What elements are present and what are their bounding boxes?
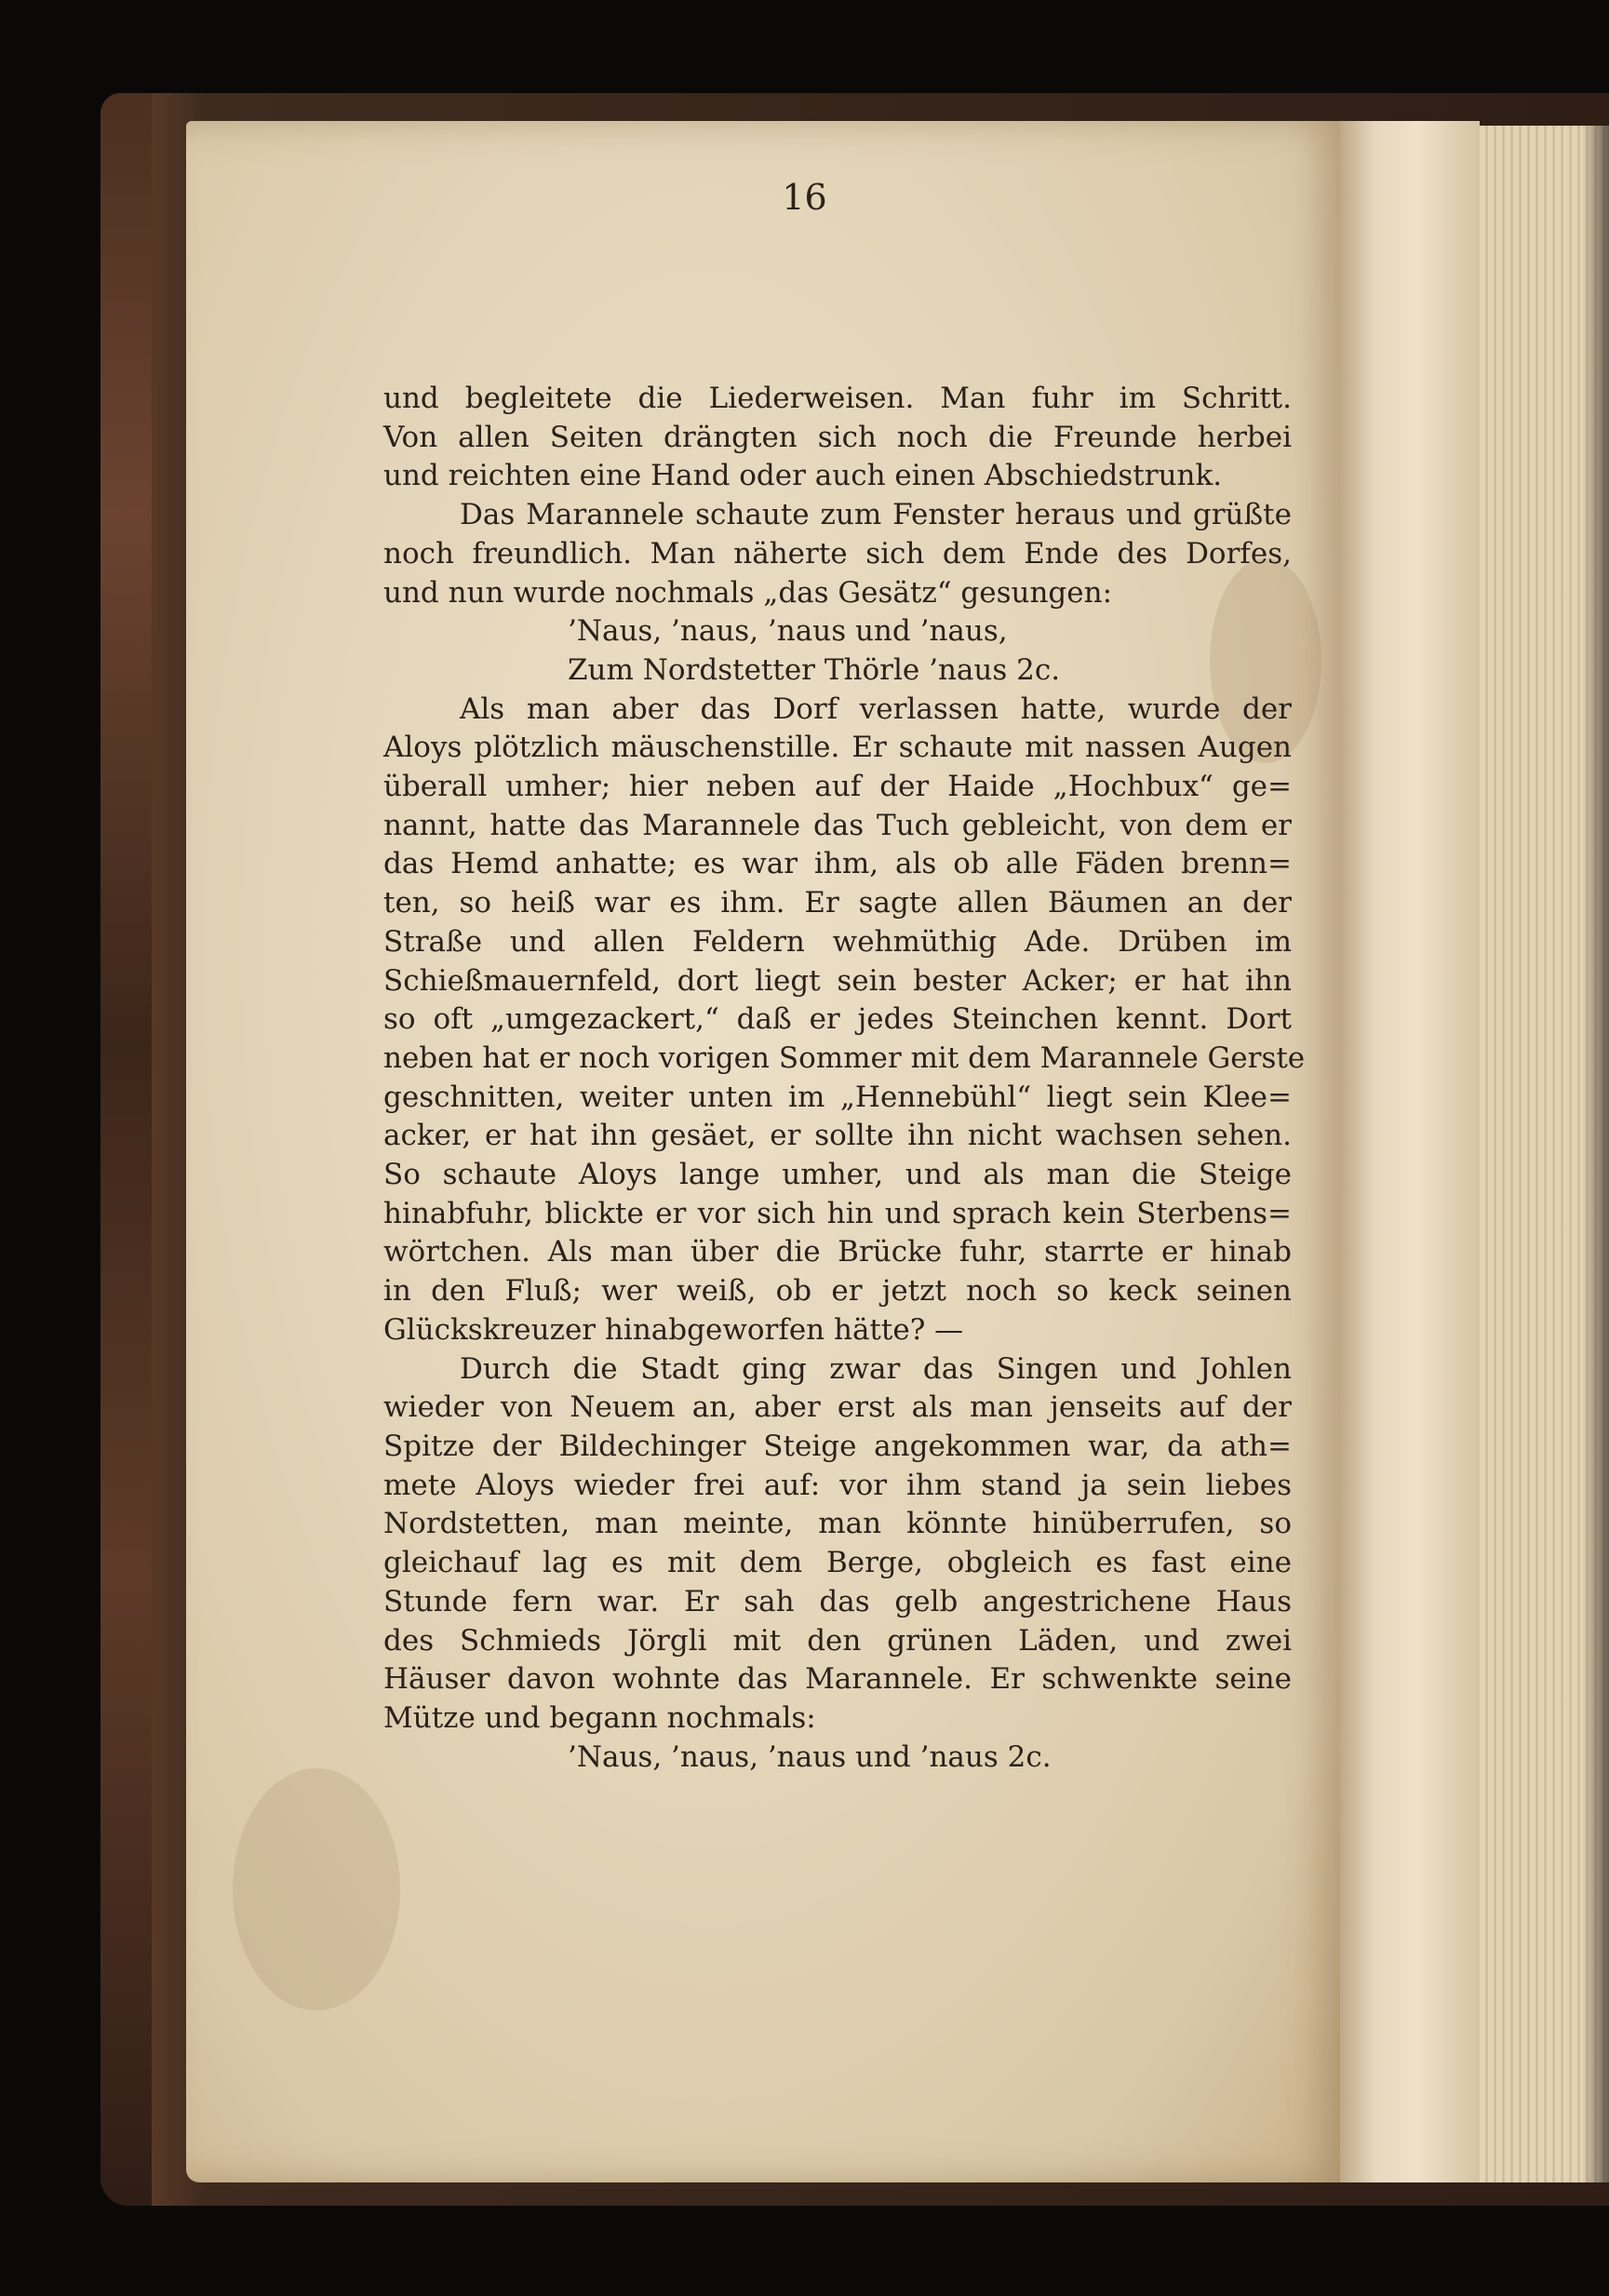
- verse-line: ’Naus, ’naus, ’naus und ’naus,: [568, 614, 1008, 649]
- text-line: noch freundlich. Man näherte sich dem Ende des Dorfes,: [383, 536, 1292, 571]
- text-line: wieder von Neuem an, aber erst als man jenseits auf der: [383, 1390, 1292, 1425]
- text-line: Stunde fern war. Er sah das gelb angestrichene Haus: [383, 1584, 1292, 1618]
- text-line: wörtchen. Als man über die Brücke fuhr, starrte er hinab: [383, 1235, 1292, 1269]
- text-line: Glückskreuzer hinabgeworfen hätte? —: [383, 1312, 964, 1347]
- page-stain: [233, 1768, 400, 2010]
- text-line: neben hat er noch vorigen Sommer mit dem Marannele Gerste: [383, 1041, 1306, 1075]
- text-line: Durch die Stadt ging zwar das Singen und Johlen: [460, 1351, 1292, 1386]
- text-line: nannt, hatte das Marannele das Tuch gebleicht, von dem er: [383, 808, 1292, 842]
- page-number: 16: [782, 177, 827, 218]
- text-line: ten, so heiß war es ihm. Er sagte allen Bäumen an der: [383, 886, 1292, 920]
- text-line: des Schmieds Jörgli mit den grünen Läden, und zwei: [383, 1623, 1292, 1658]
- cover-spine-edge: [101, 93, 152, 2206]
- text-line: und reichten eine Hand oder auch einen Abschiedstrunk.: [383, 459, 1223, 493]
- text-line: das Hemd anhatte; es war ihm, als ob alle Fäden brenn=: [383, 847, 1292, 881]
- text-line: Nordstetten, man meinte, man könnte hinüberrufen, so: [383, 1507, 1292, 1541]
- text-line: Das Marannele schaute zum Fenster heraus und grüßte: [460, 498, 1292, 532]
- text-line: gleichauf lag es mit dem Berge, obgleich es fast eine: [383, 1546, 1292, 1580]
- text-line: hinabfuhr, blickte er vor sich hin und sprach kein Sterbens=: [383, 1196, 1292, 1230]
- text-line: Straße und allen Feldern wehmüthig Ade. Drüben im: [383, 924, 1292, 959]
- body-text: [383, 380, 1306, 1777]
- text-line: und nun wurde nochmals „das Gesätz“ gesungen:: [383, 575, 1113, 610]
- text-line: Mütze und begann nochmals:: [383, 1700, 816, 1735]
- text-line: überall umher; hier neben auf der Haide „Hochbux“ ge=: [383, 770, 1292, 804]
- text-line: so oft „umgezackert,“ daß er jedes Steinchen kennt. Dort: [383, 1002, 1292, 1037]
- verse-line: ’Naus, ’naus, ’naus und ’naus 2c.: [568, 1739, 1052, 1774]
- page-gutter: [1340, 121, 1480, 2182]
- text-line: Aloys plötzlich mäuschenstille. Er schaute mit nassen Augen: [383, 731, 1292, 765]
- text-line: in den Fluß; wer weiß, ob er jetzt noch so keck seinen: [383, 1274, 1292, 1309]
- text-line: Als man aber das Dorf verlassen hatte, wurde der: [460, 691, 1292, 726]
- text-line: Schießmauernfeld, dort liegt sein bester Acker; er hat ihn: [383, 963, 1292, 998]
- text-line: Spitze der Bildechinger Steige angekommen war, da ath=: [383, 1429, 1292, 1463]
- text-line: Von allen Seiten drängten sich noch die Freunde herbei: [383, 420, 1292, 454]
- text-line: So schaute Aloys lange umher, und als man die Steige: [383, 1158, 1292, 1192]
- text-line: mete Aloys wieder frei auf: vor ihm stand ja sein liebes: [383, 1468, 1292, 1502]
- text-line: geschnitten, weiter unten im „Hennebühl“ liegt sein Klee=: [383, 1080, 1292, 1114]
- text-line: und begleitete die Liederweisen. Man fuhr im Schritt.: [383, 382, 1292, 415]
- right-page-shadow: [1582, 126, 1609, 2182]
- text-line: Häuser davon wohnte das Marannele. Er schwenkte seine: [383, 1662, 1292, 1697]
- text-line: acker, er hat ihn gesäet, er sollte ihn nicht wachsen sehen.: [383, 1119, 1292, 1153]
- verse-line: Zum Nordstetter Thörle ’naus 2c.: [568, 652, 1061, 687]
